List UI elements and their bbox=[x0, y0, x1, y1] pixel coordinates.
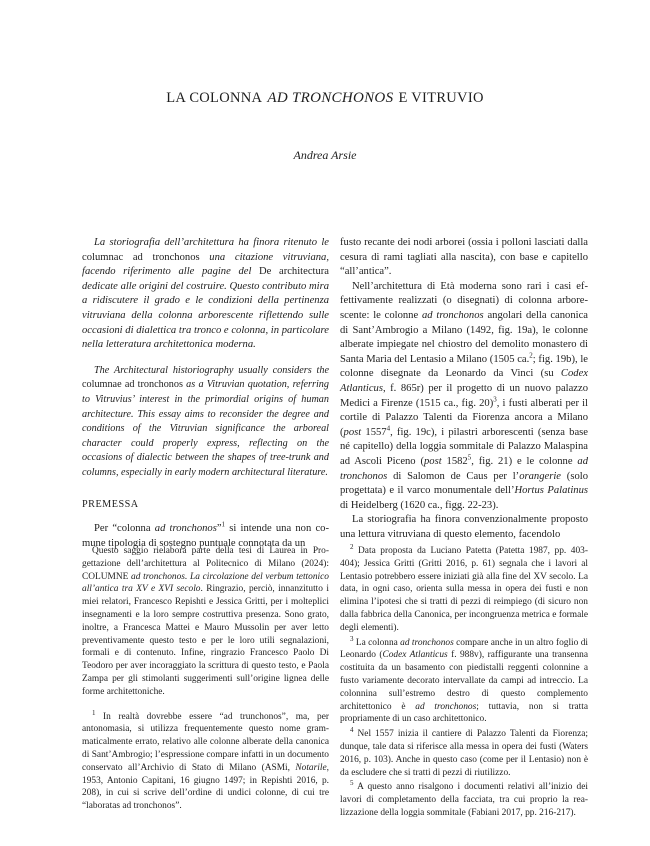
p2-s: di Heidelberg (1620 ca., figg. 22-23). bbox=[340, 499, 499, 511]
p2-p: orangerie bbox=[519, 470, 561, 482]
premessa-b: ad tronchonos bbox=[154, 523, 217, 535]
author-name: Andrea Arsie bbox=[293, 148, 357, 162]
footnote-ref-1[interactable]: 1 bbox=[221, 520, 226, 529]
p2-d: ; fig. 19b), le colonne disegnate da Leonardo da Vinci (su bbox=[340, 353, 588, 380]
footnote-5-number: 5 bbox=[350, 779, 354, 788]
footnote-2-text: Data proposta da Luciano Patetta (Patetta 1987, pp. 403-404); Jessica Gritti (Gritti 2016, p. 61) segnala che i lavori al Lentasio potrebbero essere iniziati già alla fine del XV secolo. La data, in ogni caso, orienta sulla messa in opera dei fusti e non elimina l’ipotesi che si tratti di pezzi di reimpiego (di sicuro non dalla fabbrica della Canonica, per incongruenza metrica e formale degli elementi). bbox=[340, 546, 588, 633]
title-part-1: LA COLONNA bbox=[166, 90, 263, 106]
footnote-ref-2[interactable]: 2 bbox=[529, 351, 533, 360]
premessa-c: ” bbox=[216, 523, 222, 535]
title-part-2: AD TRONCHONOS bbox=[267, 90, 394, 106]
footnote-3-c: compare anche in un altro foglio di Leonardo ( bbox=[340, 637, 588, 661]
footnote-3-number: 3 bbox=[350, 634, 354, 643]
footnote-3-e: f. 988v), raffigurante una transenna costituita da un basamento con piedistalli reggenti colonnine a fusto variamente decorato intervallate da campi ad intreccio. La colonnina sull’estremo destro di questo complemento architettonico è bbox=[340, 650, 588, 712]
p2-b: ad tronchonos bbox=[421, 309, 484, 321]
premessa-d: si intende una non comune tipologia di sostegno puntuale connotata da un bbox=[82, 523, 329, 549]
p2-k: post bbox=[424, 455, 442, 467]
p2-q: (solo progettata) e il varco monumentale dell’ bbox=[340, 470, 588, 497]
p2-r: Hortus Palatinus bbox=[514, 485, 588, 497]
p2-c: angolari della canonica di Sant’Ambrogio a Milano (1492, fig. 19a), le colonne alberate impiegate nel chiostro del demolito monastero di Santa Maria del Lentasio a Milano (1505 ca. bbox=[340, 309, 588, 365]
footnote-3-b: ad tronchonos bbox=[400, 637, 454, 648]
footnote-ref-3[interactable]: 3 bbox=[493, 395, 497, 403]
footnote-5 bbox=[340, 781, 588, 819]
footnote-1-a: In realtà dovrebbe essere “ad trunchonos”, ma, per antonomasia, si utilizza frequentemente questo nome grammaticalmente errato, relativo alle colonne alberate della canonica di Sant’Ambrogio; l’espressione compare infatti in un documento conservato all’Archivio di Stato di Milano (ASMi, bbox=[82, 711, 329, 773]
left-column bbox=[82, 236, 329, 551]
footnote-3-a: La colonna bbox=[353, 637, 401, 648]
footnote-5-text: A questo anno risalgono i documenti relativi all’inizio dei lavori di completamento della facciata, tra cui proprio la realizzazione della loggia sommitale (Fabiani 2017, pp. 216-217). bbox=[340, 782, 588, 818]
footnote-4-text: Nel 1557 inizia il cantiere di Palazzo Talenti da Fiorenza; dunque, tale data si riferisce alla messa in opera dei fusti (Waters 2016, p. 103). Anche in questo caso (come per il Lentasio) non è da escludere che si tratti di pezzi di riutilizzo. bbox=[340, 729, 588, 778]
footnotes-left bbox=[82, 545, 329, 815]
footnote-ref-4[interactable]: 4 bbox=[386, 424, 391, 433]
abstract-it-c: una citazione vitruviana, facendo riferimento alle pagine del bbox=[82, 251, 329, 278]
p2-l: 1582 bbox=[441, 455, 468, 467]
footnote-1-b: Notarile bbox=[295, 762, 327, 773]
abstract-english bbox=[82, 364, 329, 481]
premessa-a: Per “colonna bbox=[94, 523, 155, 535]
abstract-italian bbox=[82, 236, 329, 353]
acknowledgements-note bbox=[82, 545, 329, 699]
footnote-3-f: ad tronchonos bbox=[415, 701, 477, 712]
thanks-a: Questo saggio rielabora parte della tesi di Laurea in Progettazione dell’architettura al Politecnico di Milano (2024): bbox=[82, 546, 329, 569]
title-part-3: E VITRUVIO bbox=[398, 90, 484, 106]
p2-i: 1557 bbox=[361, 426, 387, 438]
footnote-1-number: 1 bbox=[92, 708, 96, 717]
abstract-en-c: as a Vitruvian quotation, referring to Vitruvius’ interest in the primordial origins of human architecture. This essay aims to reconsider the degree and conditions of the Vitruvian significance the arboreal character could properly express, reflecting on the occasions of dialectic between the shapes of tree-trunk and columns, especially in early modern architectural literature. bbox=[82, 379, 329, 478]
section-heading: PREMESSA bbox=[82, 498, 139, 510]
footnote-3-g: ; tuttavia, non si tratta propriamente di un caso architettonico. bbox=[340, 701, 589, 725]
body-paragraph-2 bbox=[340, 280, 588, 514]
footnote-4 bbox=[340, 728, 588, 779]
footnote-3 bbox=[340, 634, 589, 727]
abstract-it-d: De architectura bbox=[259, 266, 329, 278]
footnote-3-d: Codex Atlanticus bbox=[382, 650, 448, 661]
body-paragraph-1: fusto recante dei nodi arborei (ossia i polloni lasciati dalla cesura di rami tagliati alla nascita), con base e capitello “all’antica”. bbox=[340, 237, 588, 278]
p2-e: Codex Atlanticus bbox=[340, 368, 588, 394]
abstract-it-a: La storiografia dell’architettura ha finora ritenuto le bbox=[94, 237, 329, 248]
footnote-4-number: 4 bbox=[350, 726, 354, 735]
footnote-ref-5[interactable]: 5 bbox=[467, 453, 472, 462]
article-title bbox=[0, 86, 650, 108]
body-paragraph-3: La storiografia ha finora convenzionalmente proposto una lettura vitruviana di questo elemento, facendolo bbox=[340, 514, 588, 540]
abstract-it-e: dedicate alle origini del costruire. Questo contributo mira a ridiscutere il grado e le condizioni della pertinenza vitruviana della colonna arborescente riflettendo sulle occasioni di dialettica tra tronco e colonna, in particolare nella letteratura architettonica moderna. bbox=[82, 280, 329, 351]
p2-a: Nell’architettura di Età moderna sono rari i casi effettivamente realizzati (o disegnati) di colonna arborescente: le colonne bbox=[340, 280, 588, 321]
footnote-2-number: 2 bbox=[350, 542, 354, 551]
footnote-1-c: , 1953, Antonio Capitani, 16 giugno 1497; in Repishti 2016, p. 208), in cui si scrive dell’ordine di undici colonne, di cui tre “laboratas ad tronchonos”. bbox=[82, 762, 329, 812]
footnote-1 bbox=[82, 708, 329, 813]
thanks-e: . Ringrazio, perciò, innanzitutto i miei relatori, Francesco Repishti e Jessica Gritti, per i molteplici insegnamenti e la loro sempre costruttiva presenza. Sono grato, inoltre, a Francesca Mattei e Mauro Mussolin per aver letto preventivamente questo testo e per le loro utili segnalazioni, formali e di contenuto. Infine, ringrazio Francesco Paolo Di Teodoro per aver incoraggiato la scrittura di questo testo, e Paola Zampa per gli stimolanti suggerimenti sull’origine lignea delle forme architettoniche. bbox=[82, 584, 329, 697]
p2-f: , f. 865r) per il progetto di un nuovo palazzo Medici a Firenze (1515 ca., fig. 20) bbox=[340, 382, 588, 409]
right-column bbox=[340, 236, 588, 542]
p2-m: , fig. 21) e le colonne bbox=[471, 455, 578, 467]
p2-h: post bbox=[343, 426, 362, 438]
abstract-en-b: columnae ad tronchonos bbox=[82, 379, 183, 391]
abstract-it-b: columnac ad tronchonos bbox=[82, 251, 200, 263]
p2-g: , i fusti alberati per il cortile di Palazzo Talenti da Fiorenza ancora a Milano ( bbox=[340, 397, 588, 438]
footnote-2 bbox=[340, 542, 588, 635]
thanks-d: La circolazione del verbum tettonico all’antica tra XV e XVI secolo bbox=[82, 571, 329, 595]
footnotes-right bbox=[340, 542, 589, 822]
thanks-b: COLUMNE bbox=[82, 571, 129, 582]
p2-n: ad tronchonos bbox=[340, 455, 588, 482]
p2-j: , fig. 19c), i pilastri arborescenti (senza base né capitello) della loggia sommitale di Palazzo Malaspina ad Ascoli Piceno ( bbox=[340, 426, 588, 467]
thanks-c: ad tronchonos. bbox=[128, 571, 190, 582]
abstract-en-a: The Architectural historiography usually considers the bbox=[94, 364, 329, 376]
p2-o: di Salomon de Caus per l’ bbox=[387, 470, 520, 482]
